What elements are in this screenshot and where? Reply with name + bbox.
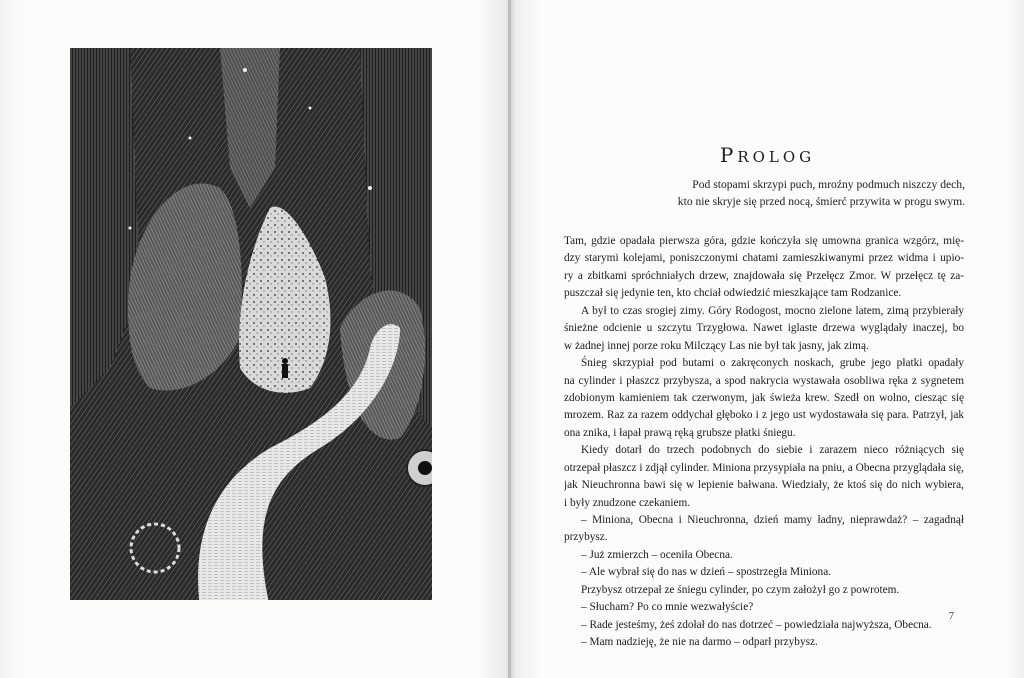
right-page [511,0,1024,678]
left-page [0,0,510,678]
forest-illustration [70,48,432,600]
text-line: – Już zmierzch – oceniła Obecna. [581,548,733,561]
text-line: – Ale wybrał się do nas w dzień – spostrzegła Miniona. [581,566,832,579]
epigraph-line: Pod stopami skrzypi puch, mroźny podmuch niszczy dech, [692,178,965,191]
text-line: zdobionym kamieniem tak czerwonym, jak świeża krew. Szedł on wolno, ciesząc się [564,391,964,404]
text-line: w żadnej innej porze roku Milczący Las nie był tak jasny, jak zimą. [564,339,869,352]
text-line: – Mam nadzieję, że nie na darmo – odparł przybysz. [581,636,818,649]
text-line: mrozem. Raz za razem oddychał głęboko i z jego ust wydostawała się para. Patrzył, jak [564,409,964,422]
text-line: otrzepał płaszcz i zdjął cylinder. Miniona przysypiała na pniu, a Obecna przyglądała się, [564,461,964,474]
text-line: Tam, gdzie opadała pierwsza góra, gdzie kończyła się umowna granica wzgórz, mię- [564,235,964,247]
prologue-body-text [564,233,964,652]
text-line: dzy starymi kolejami, poniszczonymi chatami zamieszkiwanymi przez widma i upio- [564,252,964,265]
epigraph [605,176,965,210]
text-line: Kiedy dotarł do trzech podobnych do siebie i zarazem nieco różniących się [581,444,964,457]
page-number: 7 [948,611,954,622]
chapter-title: PROLOG [719,143,816,167]
text-line: – Miniona, Obecna i Nieuchronna, dzień mamy ładny, nieprawdaż? – zagadnął [581,514,964,526]
epigraph-line: kto nie skryje się przed nocą, śmierć przywita w progu swym. [677,195,965,208]
text-line: puszczał się jedynie ten, kto chciał odwiedzić mieszkające tam Rodzanice. [564,287,902,300]
text-line: ry a zbitkami spróchniałych drzew, znajdowała się Przełęcz Zmor. W przełęcz tę za- [564,269,964,282]
text-line: ona znika, i łapał prawą ręką grubsze płatki śniegu. [564,426,796,439]
text-line: przybysz. [564,531,608,544]
text-line: – Rade jesteśmy, żeś zdołał do nas dotrzeć – powiedziała najwyższa, Obecna. [581,618,932,631]
text-line: Przybysz otrzepał ze śniegu cylinder, po czym założył go z powrotem. [581,583,900,596]
text-line: A był to czas srogiej zimy. Góry Rodogost, mocno zielone latem, zimą przybierały [581,304,964,317]
text-line: Śnieg skrzypiał pod butami o zakręconych noskach, grube jego płatki opadały [581,357,964,370]
text-line: i były znudzone czekaniem. [564,496,691,509]
text-line: śnieżne odcienie u szczytu Trzygłowa. Nawet iglaste drzewa wyglądały inaczej, bo [564,322,964,335]
text-line: – Słucham? Po co mnie wezwałyście? [581,601,754,614]
ink-drawing [70,48,432,600]
text-line: na cylinder i płaszcz przybysza, a spod nakrycia wystawała osobliwa ręka z sygnetem [564,374,964,387]
text-line: jak Nieuchronna bawi się w lepienie bałwana. Wiedziały, że ktoś się do nich wybiera, [564,479,964,492]
